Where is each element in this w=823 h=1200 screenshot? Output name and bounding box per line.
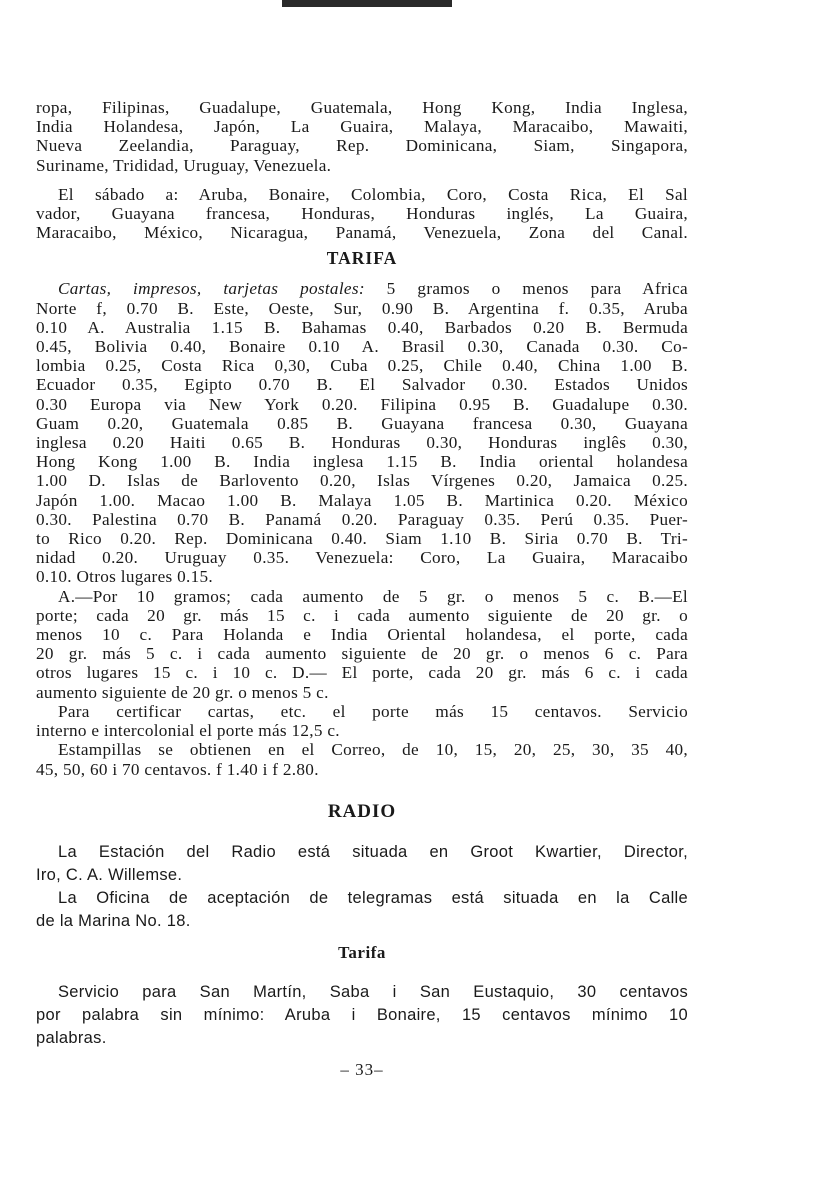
text-line: Servicio para San Martín, Saba i San Eustaquio, 30 centavos: [58, 982, 688, 1001]
text-line: aumento siguiente de 20 gr. o menos 5 c.: [36, 682, 329, 702]
text-line: otros lugares 15 c. i 10 c. D.— El porte, cada 20 gr. más 6 c. i cada: [36, 663, 688, 683]
text-line: nidad 0.20. Uruguay 0.35. Venezuela: Coro, La Guaira, Maracaibo: [36, 548, 688, 568]
text-line: Japón 1.00. Macao 1.00 B. Malaya 1.05 B. Martinica 0.20. México: [36, 490, 688, 510]
text-line: interno e intercolonial el porte más 12,5 c.: [36, 721, 340, 741]
text-line: lombia 0.25, Costa Rica 0,30, Cuba 0.25, Chile 0.40, China 1.00 B.: [36, 356, 688, 376]
text-line: El sábado a: Aruba, Bonaire, Colombia, Coro, Costa Rica, El Sal: [58, 184, 688, 204]
page-number: – 33–: [340, 1059, 384, 1079]
page-body: [36, 98, 688, 1080]
text-line: Guam 0.20, Guatemala 0.85 B. Guayana francesa 0.30, Guayana: [36, 413, 688, 433]
text-line: por palabra sin mínimo: Aruba i Bonaire, 15 centavos mínimo 10: [36, 1005, 688, 1024]
text-line: de la Marina No. 18.: [36, 911, 191, 930]
tarifa-subheading: Tarifa: [338, 942, 386, 962]
text-line: menos 10 c. Para Holanda e India Oriental holandesa, el porte, cada: [36, 625, 688, 645]
text-line: 0.30 Europa via New York 0.20. Filipina 0.95 B. Guadalupe 0.30.: [36, 394, 688, 414]
text-line: Estampillas se obtienen en el Correo, de 10, 15, 20, 25, 30, 35 40,: [58, 740, 688, 760]
text-line: 45, 50, 60 i 70 centavos. f 1.40 i f 2.80.: [36, 759, 319, 779]
text-line: vador, Guayana francesa, Honduras, Honduras inglés, La Guaira,: [36, 204, 688, 224]
text-line: La Estación del Radio está situada en Groot Kwartier, Director,: [58, 842, 688, 861]
text-line: Para certificar cartas, etc. el porte más 15 centavos. Servicio: [58, 701, 688, 721]
text-line: 0.10 A. Australia 1.15 B. Bahamas 0.40, Barbados 0.20 B. Bermuda: [36, 317, 688, 337]
estampillas-paragraph: [36, 740, 688, 778]
text-line: La Oficina de aceptación de telegramas está situada en la Calle: [58, 888, 688, 907]
text-line: Maracaibo, México, Nicaragua, Panamá, Venezuela, Zona del Canal.: [36, 223, 688, 243]
text-line: A.—Por 10 gramos; cada aumento de 5 gr. o menos 5 c. B.—El: [58, 586, 688, 606]
tarifa-lead-rest: 5 gramos o menos para Africa: [364, 279, 688, 299]
text-line: inglesa 0.20 Haiti 0.65 B. Honduras 0.30, Honduras inglês 0.30,: [36, 433, 688, 453]
tarifa-heading: TARIFA: [326, 248, 398, 269]
text-line: Norte f, 0.70 B. Este, Oeste, Sur, 0.90 B. Argentina f. 0.35, Aruba: [36, 298, 688, 318]
text-line: 20 gr. más 5 c. i cada aumento siguiente de 20 gr. o menos 6 c. Para: [36, 644, 688, 664]
saturday-paragraph: [36, 185, 688, 243]
servicio-paragraph: [36, 981, 688, 1050]
text-line: ropa, Filipinas, Guadalupe, Guatemala, Hong Kong, India Inglesa,: [36, 98, 688, 117]
radio-office-paragraph: [36, 887, 688, 933]
radio-heading: RADIO: [327, 800, 397, 822]
text-line: Suriname, Trididad, Uruguay, Venezuela.: [36, 155, 332, 175]
text-line: 0.45, Bolivia 0.40, Bonaire 0.10 A. Brasil 0.30, Canada 0.30. Co-: [36, 337, 688, 357]
text-line: porte; cada 20 gr. más 15 c. i cada aumento siguiente de 20 gr. o: [36, 605, 688, 625]
tarifa-lead-italic: Cartas, impresos, tarjetas postales:: [58, 279, 365, 299]
text-line: 0.10. Otros lugares 0.15.: [36, 567, 213, 587]
radio-section: [36, 841, 688, 1050]
text-line: to Rico 0.20. Rep. Dominicana 0.40. Siam 1.10 B. Siria 0.70 B. Tri-: [36, 529, 688, 549]
text-line: India Holandesa, Japón, La Guaira, Malaya, Maracaibo, Mawaiti,: [36, 117, 688, 137]
text-line: [36, 279, 688, 298]
top-edge-mark: [282, 0, 452, 7]
text-line: 0.30. Palestina 0.70 B. Panamá 0.20. Paraguay 0.35. Perú 0.35. Puer-: [36, 509, 688, 529]
aumento-paragraph: [36, 587, 688, 702]
text-line: Ecuador 0.35, Egipto 0.70 B. El Salvador 0.30. Estados Unidos: [36, 375, 688, 395]
text-line: 1.00 D. Islas de Barlovento 0.20, Islas Vírgenes 0.20, Jamaica 0.25.: [36, 471, 688, 491]
certificar-paragraph: [36, 702, 688, 740]
text-line: Hong Kong 1.00 B. India inglesa 1.15 B. India oriental holandesa: [36, 452, 688, 472]
text-line: palabras.: [36, 1028, 107, 1047]
text-line: Iro, C. A. Willemse.: [36, 865, 183, 884]
tarifa-paragraph: [36, 279, 688, 586]
intro-paragraph: [36, 98, 688, 175]
radio-station-paragraph: [36, 841, 688, 887]
text-line: Nueva Zeelandia, Paraguay, Rep. Dominicana, Siam, Singapora,: [36, 136, 688, 156]
